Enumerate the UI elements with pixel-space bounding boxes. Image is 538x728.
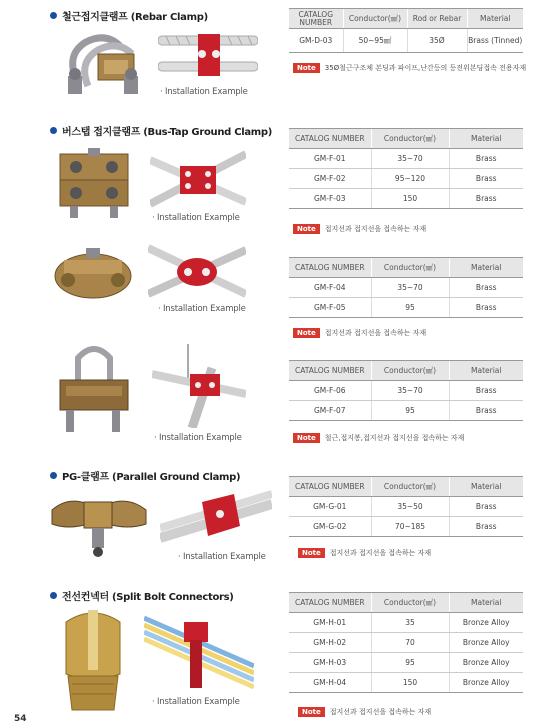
note-gm-g (298, 548, 431, 558)
bullet-icon (50, 472, 57, 479)
col-header-catalog: CATALOG NUMBER (289, 477, 371, 497)
col-header-conductor: Conductor(㎟) (343, 9, 407, 29)
cell-conductor: 35~70 (371, 381, 449, 401)
col-header-material: Material (449, 361, 523, 381)
table-row (289, 517, 523, 537)
note-text: 35Ø철근구조체 본딩과 파이프,난간등의 등전위본딩접속 전용자재 (324, 64, 527, 72)
section-title-text: 버스탭 접지클램프 (Bus-Tap Ground Clamp) (62, 127, 273, 138)
installation-example-label: · Installation Example (152, 697, 240, 707)
rebar-clamp-photo (58, 24, 150, 104)
rebar-installation-illustration (158, 30, 258, 82)
col-header-material: Material (467, 9, 523, 29)
table-row (289, 29, 523, 53)
cell-material: Brass (449, 278, 523, 298)
cell-catalog: GM-G-01 (289, 497, 371, 517)
col-header-conductor: Conductor(㎟) (371, 593, 449, 613)
bus-tap-installation-illustration-1 (150, 146, 246, 212)
cell-material: Brass (449, 401, 523, 421)
pg-clamp-photo (48, 490, 150, 560)
col-header-material: Material (449, 129, 523, 149)
spec-table-gm-h (289, 592, 523, 693)
note-gm-h (298, 707, 431, 717)
section-title-split-bolt (50, 588, 234, 603)
table-row (289, 189, 523, 209)
cell-rod: 35Ø (407, 29, 467, 53)
bus-tap-installation-illustration-2 (148, 240, 246, 302)
col-header-catalog: CATALOG NUMBER (289, 258, 371, 278)
bus-tap-clamp-photo-2 (50, 246, 136, 308)
cell-material: Brass (449, 189, 523, 209)
col-header-conductor: Conductor(㎟) (371, 258, 449, 278)
page-number: 54 (14, 714, 27, 724)
col-header-catalog: CATALOG NUMBER (289, 593, 371, 613)
cell-conductor: 95 (371, 653, 449, 673)
cell-material: Bronze Alloy (449, 633, 523, 653)
note-tag: Note (293, 433, 320, 443)
cell-material: Brass (Tinned) (467, 29, 523, 53)
installation-example-label: · Installation Example (158, 304, 246, 314)
bus-tap-installation-illustration-3 (152, 344, 246, 428)
section-title-pg-clamp (50, 468, 240, 483)
bus-tap-clamp-photo-3 (52, 340, 136, 440)
installation-example-label: · Installation Example (178, 552, 266, 562)
table-row (289, 149, 523, 169)
col-header-material: Material (449, 593, 523, 613)
installation-example-label: · Installation Example (154, 433, 242, 443)
bus-tap-clamp-photo (52, 148, 136, 220)
installation-example-label: · Installation Example (152, 213, 240, 223)
spec-table-gm-f-01 (289, 128, 523, 209)
cell-conductor: 35~70 (371, 149, 449, 169)
cell-catalog: GM-H-04 (289, 673, 371, 693)
section-title-rebar-clamp (50, 8, 208, 23)
col-header-catalog: CATALOG NUMBER (289, 361, 371, 381)
split-bolt-photo (56, 604, 130, 714)
cell-catalog: GM-F-05 (289, 298, 371, 318)
pg-installation-illustration (160, 490, 272, 550)
cell-conductor: 95~120 (371, 169, 449, 189)
bullet-icon (50, 127, 57, 134)
cell-catalog: GM-G-02 (289, 517, 371, 537)
col-header-catalog: CATALOG NUMBER (289, 129, 371, 149)
note-gm-f-04 (293, 328, 426, 338)
table-row (289, 613, 523, 633)
installation-example-label: · Installation Example (160, 87, 248, 97)
spec-table-gm-f-04 (289, 257, 523, 318)
note-gm-f-01 (293, 224, 426, 234)
bullet-icon (50, 12, 57, 19)
col-header-catalog: CATALOG NUMBER (289, 9, 343, 29)
table-row (289, 633, 523, 653)
cell-material: Bronze Alloy (449, 673, 523, 693)
note-text: 접지선과 접지선을 접속하는 자재 (324, 329, 427, 337)
col-header-conductor: Conductor(㎟) (371, 129, 449, 149)
cell-conductor: 35~70 (371, 278, 449, 298)
cell-catalog: GM-F-06 (289, 381, 371, 401)
cell-catalog: GM-F-03 (289, 189, 371, 209)
cell-material: Brass (449, 497, 523, 517)
cell-conductor: 70~185 (371, 517, 449, 537)
cell-conductor: 70 (371, 633, 449, 653)
cell-catalog: GM-D-03 (289, 29, 343, 53)
col-header-material: Material (449, 258, 523, 278)
col-header-conductor: Conductor(㎟) (371, 361, 449, 381)
note-text: 접지선과 접지선을 접속하는 자재 (324, 225, 427, 233)
table-row (289, 401, 523, 421)
note-tag: Note (298, 707, 325, 717)
table-row (289, 653, 523, 673)
cell-conductor: 50~95㎟ (343, 29, 407, 53)
spec-table-gm-g (289, 476, 523, 537)
table-row (289, 169, 523, 189)
cell-material: Brass (449, 169, 523, 189)
table-row (289, 278, 523, 298)
note-text: 접지선과 접지선을 접속하는 자재 (329, 708, 432, 716)
table-row (289, 298, 523, 318)
note-gm-f-06 (293, 433, 464, 443)
cell-material: Bronze Alloy (449, 613, 523, 633)
spec-table-rebar (289, 8, 523, 53)
cell-conductor: 35~50 (371, 497, 449, 517)
cell-catalog: GM-F-01 (289, 149, 371, 169)
note-text: 철근,접지봉,접지선과 접지선을 접속하는 자재 (324, 434, 465, 442)
section-title-text: 전선컨넥터 (Split Bolt Connectors) (62, 592, 234, 603)
cell-catalog: GM-F-04 (289, 278, 371, 298)
cell-material: Bronze Alloy (449, 653, 523, 673)
cell-catalog: GM-F-02 (289, 169, 371, 189)
cell-material: Brass (449, 298, 523, 318)
note-tag: Note (298, 548, 325, 558)
note-tag: Note (293, 63, 320, 73)
table-row (289, 381, 523, 401)
cell-catalog: GM-H-03 (289, 653, 371, 673)
section-title-bus-tap-clamp (50, 123, 272, 138)
spec-table-gm-f-06 (289, 360, 523, 421)
table-row (289, 497, 523, 517)
col-header-material: Material (449, 477, 523, 497)
note-rebar (293, 63, 526, 73)
col-header-rod: Rod or Rebar (407, 9, 467, 29)
cell-conductor: 150 (371, 189, 449, 209)
section-title-text: 철근접지클램프 (Rebar Clamp) (62, 12, 208, 23)
cell-conductor: 95 (371, 401, 449, 421)
section-title-text: PG-클램프 (Parallel Ground Clamp) (62, 472, 241, 483)
col-header-conductor: Conductor(㎟) (371, 477, 449, 497)
note-tag: Note (293, 224, 320, 234)
note-tag: Note (293, 328, 320, 338)
cell-conductor: 95 (371, 298, 449, 318)
cell-material: Brass (449, 517, 523, 537)
split-bolt-installation-illustration (144, 612, 254, 692)
cell-conductor: 150 (371, 673, 449, 693)
cell-catalog: GM-H-01 (289, 613, 371, 633)
table-row (289, 673, 523, 693)
note-text: 접지선과 접지선을 접속하는 자재 (329, 549, 432, 557)
cell-catalog: GM-H-02 (289, 633, 371, 653)
cell-material: Brass (449, 149, 523, 169)
cell-conductor: 35 (371, 613, 449, 633)
bullet-icon (50, 592, 57, 599)
cell-catalog: GM-F-07 (289, 401, 371, 421)
cell-material: Brass (449, 381, 523, 401)
